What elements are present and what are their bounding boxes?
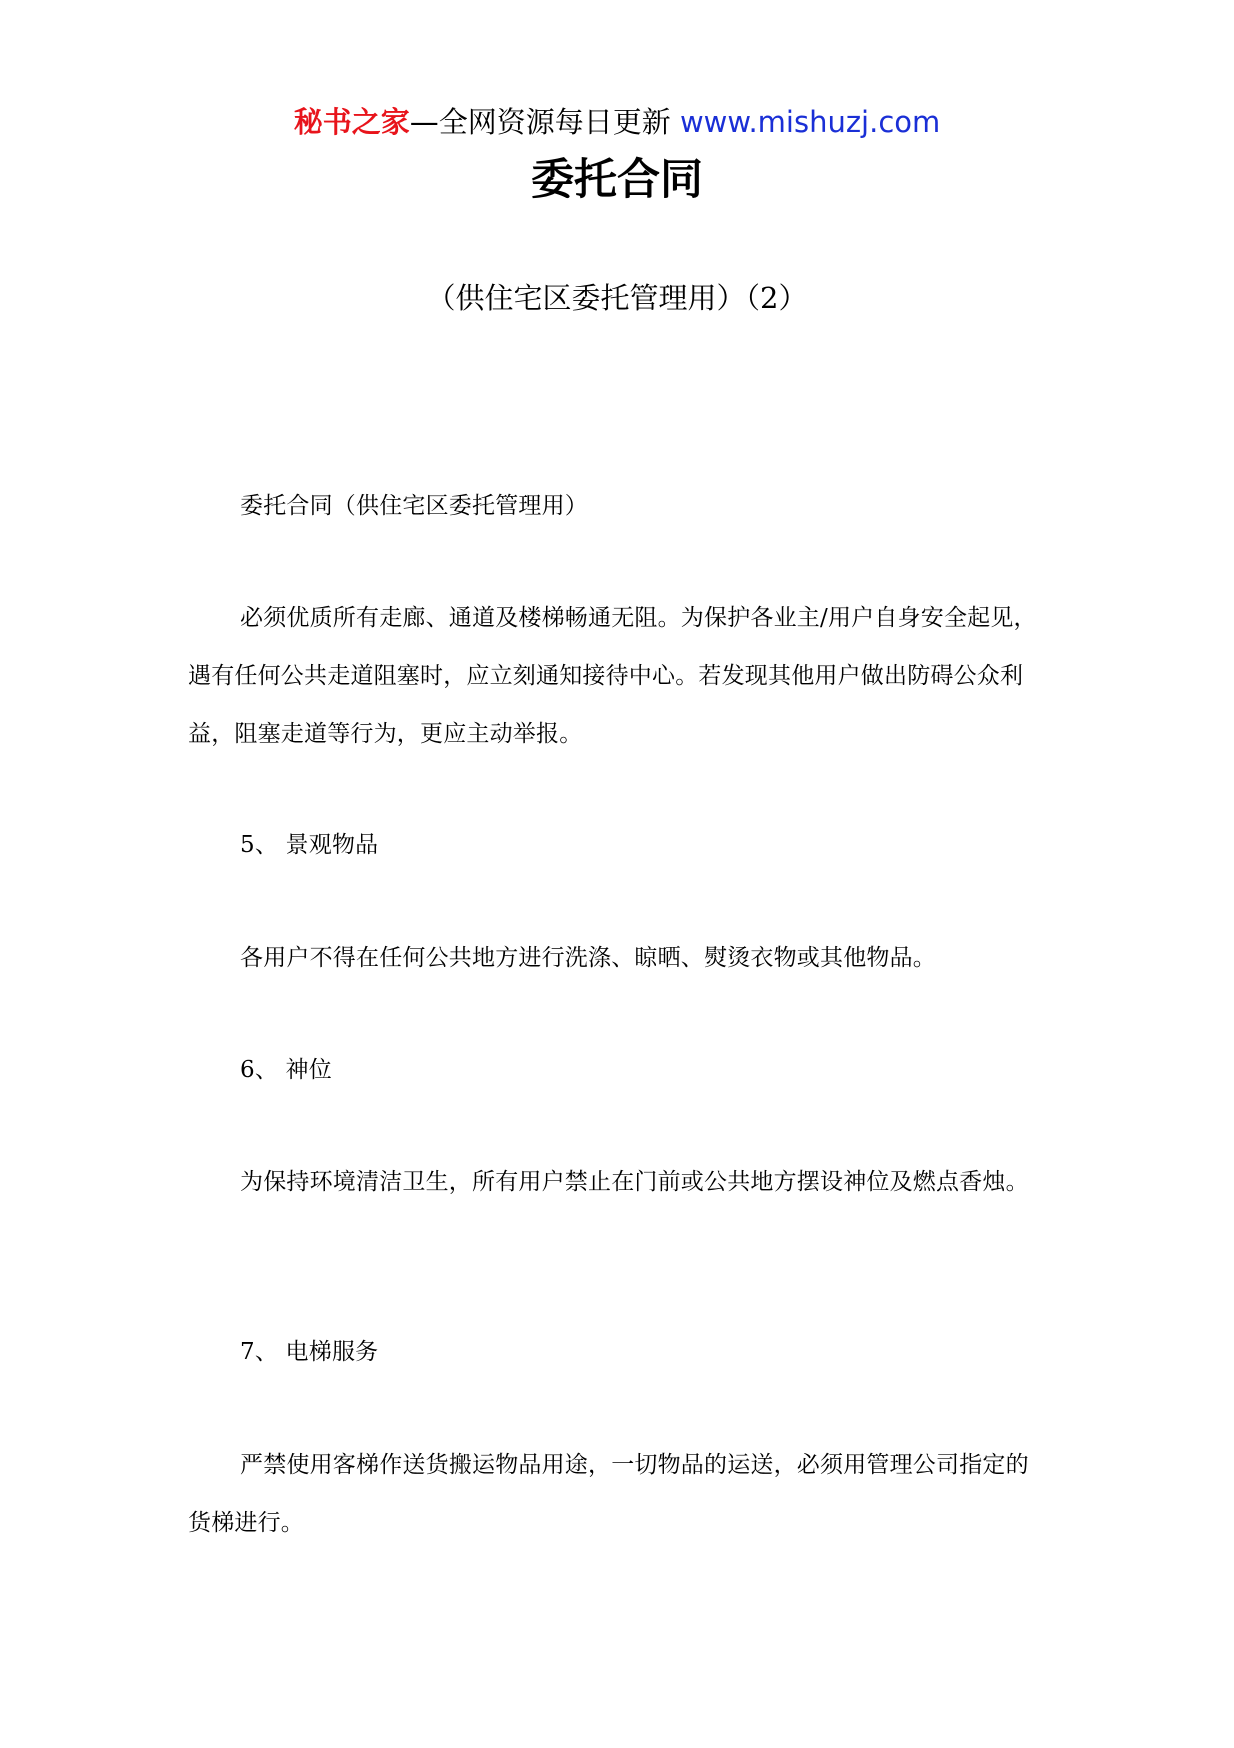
section-heading-shrine: 6、 神位 <box>240 1057 332 1083</box>
section-heading-elevator: 7、 电梯服务 <box>240 1339 379 1365</box>
intro-paragraph: 委托合同（供住宅区委托管理用） <box>240 493 588 519</box>
landscape-rule-paragraph: 各用户不得在任何公共地方进行洗涤、晾晒、熨烫衣物或其他物品。 <box>240 945 936 971</box>
elevator-rule-paragraph: 严禁使用客梯作送货搬运物品用途，一切物品的运送，必须用管理公司指定的货梯进行。 <box>188 1452 1029 1536</box>
document-subtitle: （供住宅区委托管理用）（2） <box>426 281 808 315</box>
shrine-rule-paragraph: 为保持环境清洁卫生，所有用户禁止在门前或公共地方摆设神位及燃点香烛。 <box>240 1169 1029 1195</box>
site-url-link[interactable]: www.mishuzj.com <box>679 105 941 139</box>
site-brand: 秘书之家 <box>293 105 410 139</box>
site-tagline: —全网资源每日更新 <box>409 105 680 139</box>
corridor-rule-paragraph: 必须优质所有走廊、通道及楼梯畅通无阻。为保护各业主/用户自身安全起见，遇有任何公共走道阻塞时，应立刻通知接待中心。若发现其他用户做出防碍公众利益，阻塞走道等行为，更应主动举报。 <box>188 605 1037 747</box>
site-banner <box>0 102 1234 142</box>
section-heading-landscape: 5、 景观物品 <box>240 832 379 858</box>
document-title: 委托合同 <box>531 155 703 205</box>
